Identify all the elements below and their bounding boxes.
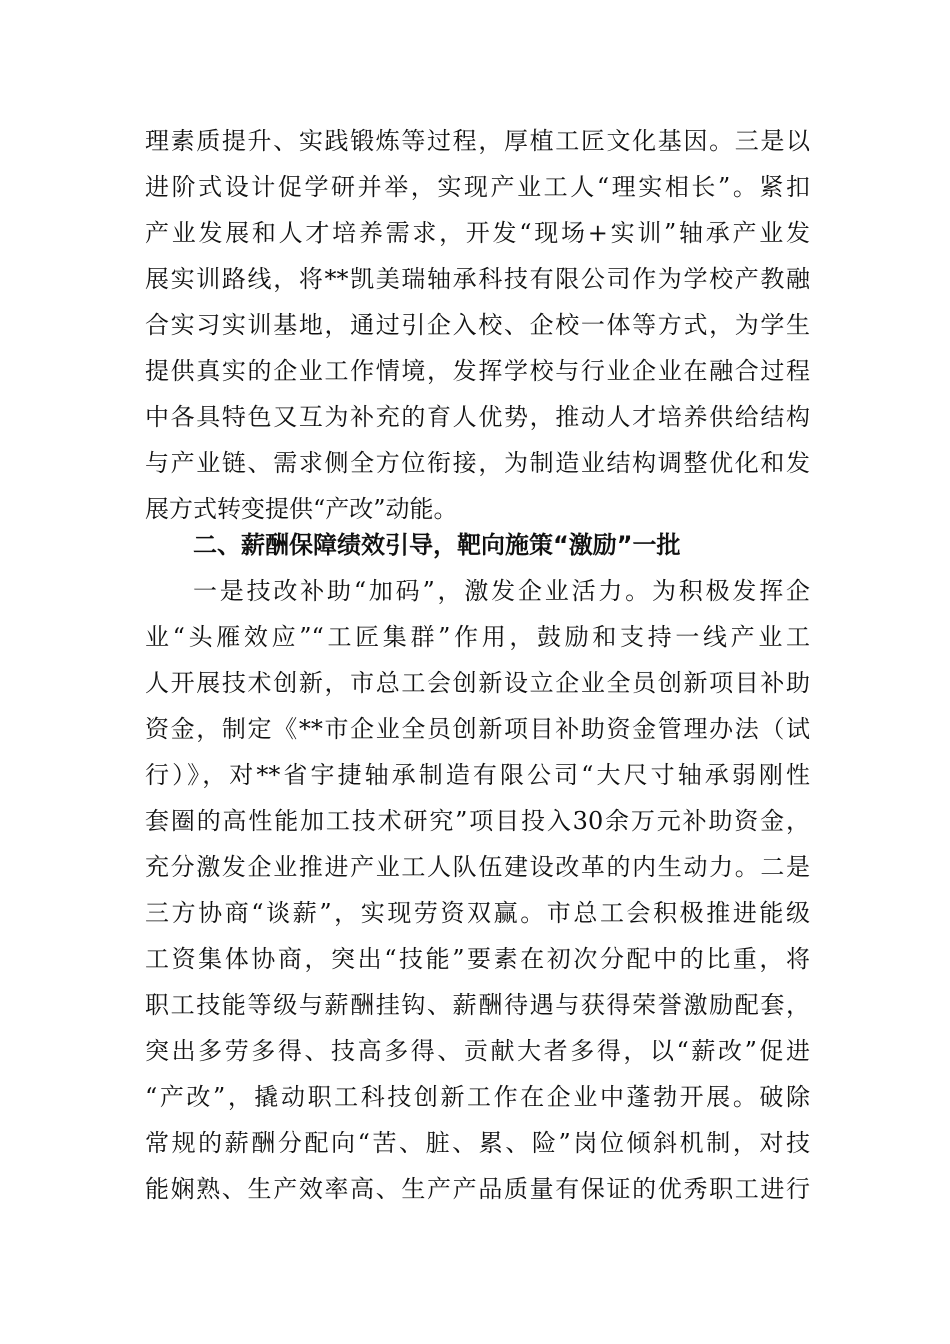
paragraph-line: 提供真实的企业工作情境，发挥学校与行业企业在融合过程 <box>145 357 810 385</box>
paragraph-line: 充分激发企业推进产业工人队伍建设改革的内生动力。二是 <box>145 853 810 881</box>
paragraph-line: 职工技能等级与薪酬挂钩、薪酬待遇与获得荣誉激励配套， <box>145 991 810 1019</box>
paragraph-line: 展实训路线，将**凯美瑞轴承科技有限公司作为学校产教融 <box>145 265 810 293</box>
paragraph-line: 与产业链、需求侧全方位衔接，为制造业结构调整优化和发 <box>145 449 810 477</box>
section-heading: 二、薪酬保障绩效引导，靶向施策“激励”一批 <box>193 531 681 559</box>
paragraph-line: 展方式转变提供“产改”动能。 <box>145 495 458 523</box>
paragraph-line: 合实习实训基地，通过引企入校、企校一体等方式，为学生 <box>145 311 810 339</box>
paragraph-line: “产改”，撬动职工科技创新工作在企业中蓬勃开展。破除 <box>145 1083 810 1111</box>
paragraph-training-practice <box>145 118 810 532</box>
paragraph-line: 能娴熟、生产效率高、生产产品质量有保证的优秀职工进行 <box>145 1175 810 1203</box>
paragraph-line: 业“头雁效应”“工匠集群”作用，鼓励和支持一线产业工 <box>145 623 810 651</box>
paragraph-line: 三方协商“谈薪”，实现劳资双赢。市总工会积极推进能级 <box>145 899 810 927</box>
paragraph-line: 一是技改补助“加码”，激发企业活力。为积极发挥企 <box>193 577 810 605</box>
paragraph-line: 套圈的高性能加工技术研究”项目投入30余万元补助资金， <box>145 807 810 835</box>
paragraph-line: 突出多劳多得、技高多得、贡献大者多得，以“薪改”促进 <box>145 1037 810 1065</box>
paragraph-line: 人开展技术创新，市总工会创新设立企业全员创新项目补助 <box>145 669 810 697</box>
paragraph-line: 产业发展和人才培养需求，开发“现场+实训”轴承产业发 <box>145 219 810 247</box>
paragraph-line: 理素质提升、实践锻炼等过程，厚植工匠文化基因。三是以 <box>145 127 810 155</box>
paragraph-line: 进阶式设计促学研并举，实现产业工人“理实相长”。紧扣 <box>145 173 810 201</box>
paragraph-line: 常规的薪酬分配向“苦、脏、累、险”岗位倾斜机制，对技 <box>145 1129 810 1157</box>
paragraph-line: 中各具特色又互为补充的育人优势，推动人才培养供给结构 <box>145 403 810 431</box>
paragraph-line: 行）》，对**省宇捷轴承制造有限公司“大尺寸轴承弱刚性 <box>145 761 810 789</box>
paragraph-line: 资金，制定《**市企业全员创新项目补助资金管理办法（试 <box>145 715 810 743</box>
paragraph-salary-incentive <box>145 568 810 1212</box>
paragraph-line: 工资集体协商，突出“技能”要素在初次分配中的比重，将 <box>145 945 810 973</box>
